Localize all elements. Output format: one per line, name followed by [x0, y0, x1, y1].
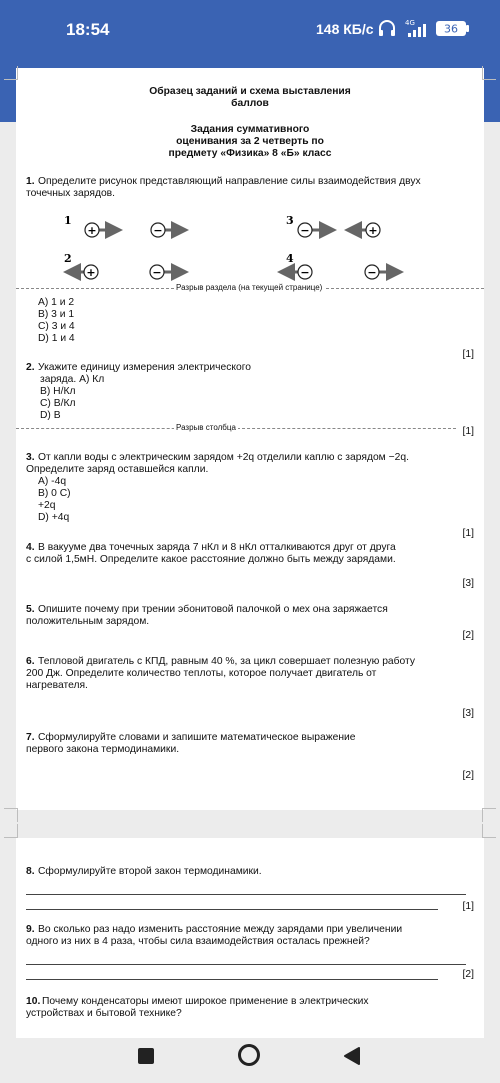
figure-2-charges	[66, 265, 186, 279]
svg-text:+: +	[368, 224, 378, 237]
document-page-1[interactable]	[16, 68, 484, 810]
figure-3-charges	[298, 223, 380, 237]
column-break	[16, 423, 456, 432]
doc-subheader-line1: Задания суммативного	[190, 124, 310, 135]
svg-text:+: +	[87, 224, 97, 237]
q9-text-line1: Во сколько раз надо изменить расстояние между зарядами при увеличении	[38, 924, 403, 935]
fig-label-1: 1	[64, 214, 72, 227]
q10-text-line1: Почему конденсаторы имеют широкое применение в электрических	[42, 996, 369, 1007]
fig-label-3: 3	[286, 214, 294, 227]
status-bar	[0, 0, 500, 56]
q1-option-b: B) 3 и 1	[38, 309, 75, 320]
q2-option-c: C) В/Кл	[40, 398, 76, 409]
q7-points: [2]	[462, 770, 474, 781]
network-speed: 148 КБ/с	[316, 21, 374, 37]
figure-1-charges	[85, 223, 186, 237]
back-button[interactable]	[343, 1046, 361, 1066]
q9-number: 9.	[26, 924, 35, 935]
figure-4-charges	[280, 265, 401, 279]
q2-points: [1]	[462, 426, 474, 437]
doc-header-line2: баллов	[231, 98, 269, 109]
q1-text-line1: Определите рисунок представляющий направление силы взаимодействия двух	[38, 176, 421, 187]
doc-subheader-line2: оценивания за 2 четверть по	[176, 136, 324, 147]
corner-mark	[482, 824, 496, 838]
q6-text-line2: 200 Дж. Определите количество теплоты, которое получает двигатель от	[26, 668, 377, 679]
q4-text-line1: В вакууме два точечных заряда 7 нКл и 8 нКл отталкиваются друг от друга	[38, 542, 396, 553]
q8-text-line1: Сформулируйте второй закон термодинамики.	[38, 866, 262, 877]
q3-number: 3.	[26, 452, 35, 463]
q1-number: 1.	[26, 176, 35, 187]
column-break-label: Разрыв столбца	[176, 423, 236, 432]
corner-mark	[482, 808, 496, 822]
q2-text-line2: заряда. A) Кл	[40, 374, 105, 385]
answer-line	[26, 894, 466, 895]
q2-option-d: D) В	[40, 410, 61, 421]
svg-text:−: −	[153, 224, 163, 237]
q4-text-line2: с силой 1,5мН. Определите какое расстояние должно быть между зарядами.	[26, 554, 396, 565]
q3-option-b: B) 0 C)	[38, 488, 71, 499]
q8-points: [1]	[462, 901, 474, 912]
section-break	[16, 283, 484, 292]
q6-points: [3]	[462, 708, 474, 719]
q4-number: 4.	[26, 542, 35, 553]
fig-label-2: 2	[64, 252, 72, 265]
status-time: 18:54	[66, 20, 110, 39]
answer-line	[26, 964, 466, 965]
q6-number: 6.	[26, 656, 35, 667]
svg-text:−: −	[300, 224, 310, 237]
q3-option-d: D) +4q	[38, 512, 70, 523]
corner-mark	[4, 66, 18, 80]
q5-points: [2]	[462, 630, 474, 641]
q6-text-line1: Тепловой двигатель с КПД, равным 40 %, за цикл совершает полезную работу	[38, 656, 416, 667]
q7-text-line2: первого закона термодинамики.	[26, 744, 180, 755]
q9-points: [2]	[462, 969, 474, 980]
q1-option-c: C) 3 и 4	[38, 321, 75, 332]
q5-number: 5.	[26, 604, 35, 615]
q1-points: [1]	[462, 349, 474, 360]
svg-text:−: −	[152, 266, 162, 279]
q5-text-line2: положительным зарядом.	[26, 616, 150, 627]
document-page-2[interactable]	[16, 838, 484, 1038]
q10-number: 10.	[26, 996, 41, 1007]
battery-icon	[436, 21, 469, 36]
q1-option-d: D) 1 и 4	[38, 333, 75, 344]
q2-number: 2.	[26, 362, 35, 373]
system-nav-bar	[0, 1038, 500, 1083]
svg-text:−: −	[300, 266, 310, 279]
status-icons	[378, 16, 478, 40]
q9-text-line2: одного из них в 4 раза, чтобы сила взаимодействия осталась прежней?	[26, 936, 370, 947]
svg-text:+: +	[86, 266, 96, 279]
q10-text-line2: устройствах и бытовой технике?	[26, 1008, 182, 1019]
q1-option-a: A) 1 и 2	[38, 297, 75, 308]
q4-points: [3]	[462, 578, 474, 589]
corner-mark	[4, 808, 18, 822]
corner-mark	[482, 66, 496, 80]
q2-option-b: B) Н/Кл	[40, 386, 76, 397]
home-button[interactable]	[238, 1044, 260, 1066]
section-break-label: Разрыв раздела (на текущей странице)	[176, 283, 323, 292]
q3-text-line1: От капли воды с электрическим зарядом +2q отделили каплю с зарядом −2q.	[38, 452, 409, 463]
q1-charges-figure	[16, 208, 484, 284]
headphones-icon	[379, 21, 395, 36]
q3-option-a: A) -4q	[38, 476, 67, 487]
q6-text-line3: нагревателя.	[26, 680, 88, 691]
q7-number: 7.	[26, 732, 35, 743]
q2-text-line1: Укажите единицу измерения электрического	[38, 362, 251, 373]
battery-level: 36	[444, 22, 458, 36]
q8-number: 8.	[26, 866, 35, 877]
answer-line	[26, 909, 438, 910]
network-type-label: 4G	[405, 19, 415, 27]
recents-button[interactable]	[138, 1048, 154, 1064]
q7-text-line1: Сформулируйте словами и запишите математическое выражение	[38, 732, 356, 743]
corner-mark	[4, 824, 18, 838]
q5-text-line1: Опишите почему при трении эбонитовой палочкой о мех она заряжается	[38, 604, 388, 615]
doc-header-line1: Образец заданий и схема выставления	[149, 86, 351, 97]
answer-line	[26, 979, 438, 980]
doc-subheader-line3: предмету «Физика» 8 «Б» класс	[168, 148, 332, 159]
fig-label-4: 4	[286, 252, 294, 265]
q1-text-line2: точечных зарядов.	[26, 188, 116, 199]
q3-option-c: +2q	[38, 500, 56, 511]
q3-points: [1]	[462, 528, 474, 539]
q3-text-line2: Определите заряд оставшейся капли.	[26, 464, 209, 475]
svg-text:−: −	[367, 266, 377, 279]
